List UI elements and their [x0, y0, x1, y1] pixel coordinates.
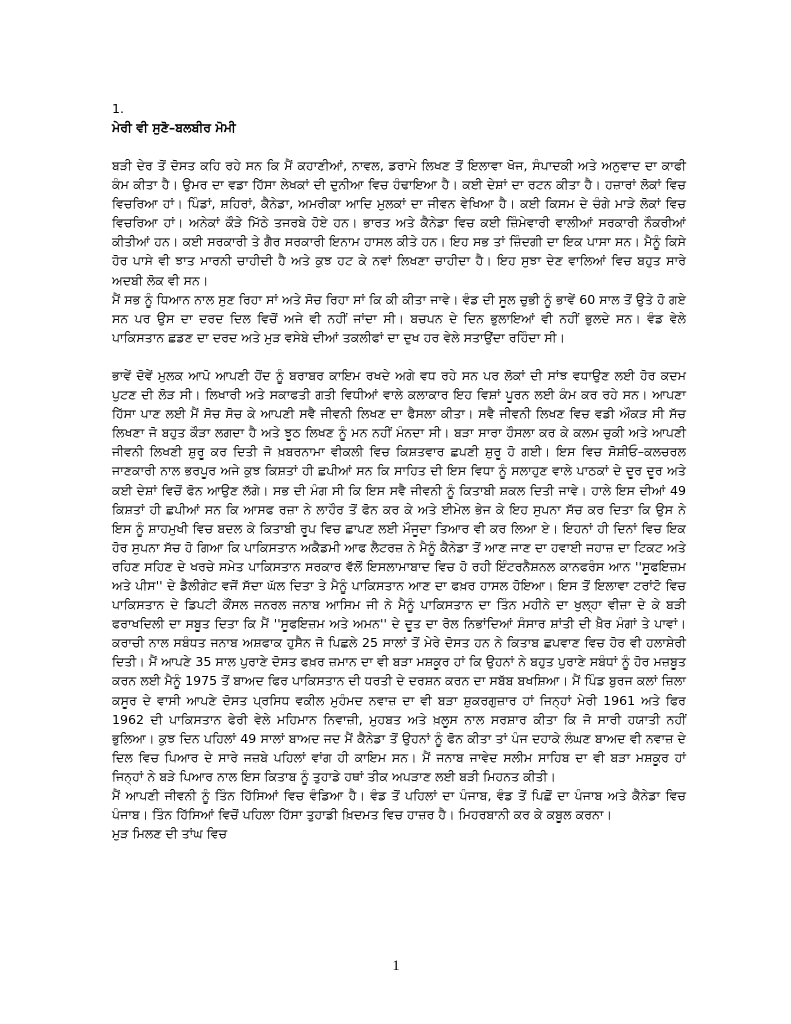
chapter-number: 1. — [112, 101, 125, 116]
paragraph-3: ਭਾਵੇਂ ਦੋਵੇਂ ਮੁਲਕ ਆਪੋ ਆਪਣੀ ਹੋਂਦ ਨੂੰ ਬਰਾਬਰ ਕਾਇਮ ਰਖਦੇ ਅਗੇ ਵਧ ਰਹੇ ਸਨ ਪਰ ਲੋਕਾਂ ਦੀ ਸਾਂਝ ਵਧਾਉਣ ਲਈ ਹੋਰ ਕਦਮ ਪੁਟਣ ਦੀ ਲੋੜ ਸੀ। ਲਿਖਾਰੀ ਅਤੇ ਸਕਾਫਤੀ ਗਤੀ ਵਿਧੀਆਂ ਵਾਲੇ ਕਲਾਕਾਰ ਇਹ ਵਿਸ਼ਾਂ ਪੂਰਨ ਲਈ ਕੰਮ ਕਰ ਰਹੇ ਸਨ। ਆਪਣਾ ਹਿੱਸਾ ਪਾਣ ਲਈ ਮੈਂ ਸੋਚ ਸੋਚ ਕੇ ਆਪਣੀ ਸਵੈ ਜੀਵਨੀ ਲਿਖਣ ਦਾ ਫੈਸਲਾ ਕੀਤਾ। ਸਵੈ ਜੀਵਨੀ ਲਿਖਣ ਵਿਚ ਵਡੀ ਔਕੜ ਸੀ ਸੱਚ ਲਿਖਣਾ ਜੋ ਬਹੁਤ ਕੌੜਾ ਲਗਦਾ ਹੈ ਅਤੇ ਝੂਠ ਲਿਖਣ ਨੂੰ ਮਨ ਨਹੀਂ ਮੰਨਦਾ ਸੀ। ਬੜਾ ਸਾਰਾ ਹੌਸਲਾ ਕਰ ਕੇ ਕਲਮ ਚੁਕੀ ਅਤੇ ਆਪਣੀ ਜੀਵਨੀ ਲਿਖਣੀ ਸ਼ੁਰੂ ਕਰ ਦਿਤੀ ਜੋ ਖ਼ਬਰਨਾਮਾ ਵੀਕਲੀ ਵਿਚ ਕਿਸ਼ਤਵਾਰ ਛਪਣੀ ਸ਼ੁਰੂ ਹੋ ਗਈ। ਇਸ ਵਿਚ ਸੋਸ਼ੀਓ–ਕਲਚਰਲ ਜਾਣਕਾਰੀ ਨਾਲ ਭਰਪੂਰ ਅਜੇ ਕੁਝ ਕਿਸ਼ਤਾਂ ਹੀ ਛਪੀਆਂ ਸਨ ਕਿ ਸਾਹਿਤ ਦੀ ਇਸ ਵਿਧਾ ਨੂੰ ਸਲਾਹੁਣ ਵਾਲੇ ਪਾਠਕਾਂ ਦੇ ਦੂਰ ਦੂਰ ਅਤੇ ਕਈ ਦੇਸ਼ਾਂ ਵਿਚੋਂ ਫੋਨ ਆਉਣ ਲੱਗੇ। ਸਭ ਦੀ ਮੰਗ ਸੀ ਕਿ ਇਸ ਸਵੈ ਜੀਵਨੀ ਨੂੰ ਕਿਤਾਬੀ ਸ਼ਕਲ ਦਿਤੀ ਜਾਵੇ। ਹਾਲੇ ਇਸ ਦੀਆਂ 49 ਕਿਸ਼ਤਾਂ ਹੀ ਛਪੀਆਂ ਸਨ ਕਿ ਆਸਫ ਰਜ਼ਾ ਨੇ ਲਾਹੌਰ ਤੋਂ ਫੋਨ ਕਰ ਕੇ ਅਤੇ ਈਮੇਲ ਭੇਜ ਕੇ ਇਹ ਸੁਪਨਾ ਸੱਚ ਕਰ ਦਿਤਾ ਕਿ ਉਸ ਨੇ ਇਸ ਨੂੰ ਸ਼ਾਹਮੁਖੀ ਵਿਚ ਬਦਲ ਕੇ ਕਿਤਾਬੀ ਰੂਪ ਵਿਚ ਛਾਪਣ ਲਈ ਮੌਜੂਦਾ ਤਿਆਰ ਵੀ ਕਰ ਲਿਆ ਏ। ਇਹਨਾਂ ਹੀ ਦਿਨਾਂ ਵਿਚ ਇਕ ਹੋਰ ਸੁਪਨਾ ਸੱਚ ਹੋ ਗਿਆ ਕਿ ਪਾਕਿਸਤਾਨ ਅਕੈਡਮੀ ਆਫ ਲੈਟਰਜ਼ ਨੇ ਮੈਨੂੰ ਕੈਨੇਡਾ ਤੋਂ ਆਣ ਜਾਣ ਦਾ ਹਵਾਈ ਜਹਾਜ਼ ਦਾ ਟਿਕਟ ਅਤੇ ਰਹਿਣ ਸਹਿਣ ਦੇ ਖਰਚੇ ਸਮੇਤ ਪਾਕਿਸਤਾਨ ਸਰਕਾਰ ਵੱਲੋਂ ਇਸਲਾਮਾਬਾਦ ਵਿਚ ਹੋ ਰਹੀ ਇੰਟਰਨੈਸ਼ਨਲ ਕਾਨਫਰੰਸ ਆਨ ''ਸੂਫਇਜ਼ਮ ਅਤੇ ਪੀਸ'' ਦੇ ਡੈਲੀਗੇਟ ਵਜੋਂ ਸੱਦਾ ਘੱਲ ਦਿਤਾ ਤੇ ਮੈਨੂੰ ਪਾਕਿਸਤਾਨ ਆਣ ਦਾ ਫਖ਼ਰ ਹਾਸਲ ਹੋਇਆ। ਇਸ ਤੋਂ ਇਲਾਵਾ ਟਰਾਂਟੋ ਵਿਚ ਪਾਕਿਸਤਾਨ ਦੇ ਡਿਪਟੀ ਕੌਂਸਲ ਜਨਰਲ ਜਨਾਬ ਆਸਿਮ ਜੀ ਨੇ ਮੈਨੂੰ ਪਾਕਿਸਤਾਨ ਦਾ ਤਿੰਨ ਮਹੀਨੇ ਦਾ ਖੁਲ੍ਹਾ ਵੀਜ਼ਾ ਦੇ ਕੇ ਬੜੀ ਫਰਾਖਦਿਲੀ ਦਾ ਸਬੂਤ ਦਿਤਾ ਕਿ ਮੈਂ ''ਸੂਫਇਜ਼ਮ ਅਤੇ ਅਮਨ'' ਦੇ ਦੂਤ ਦਾ ਰੋਲ ਨਿਭਾਂਦਿਆਂ ਸੰਸਾਰ ਸ਼ਾਂਤੀ ਦੀ ਖ਼ੈਰ ਮੰਗਾਂ ਤੇ ਪਾਵਾਂ। ਕਰਾਚੀ ਨਾਲ ਸਬੰਧਤ ਜਨਾਬ ਅਸ਼ਫਾਕ ਹੁਸੈਨ ਜੋ ਪਿਛਲੇ 25 ਸਾਲਾਂ ਤੋਂ ਮੇਰੇ ਦੋਸਤ ਹਨ ਨੇ ਕਿਤਾਬ ਛਪਵਾਣ ਵਿਚ ਹੋਰ ਵੀ ਹਲਾਸ਼ੇਰੀ ਦਿਤੀ। ਮੈਂ ਆਪਣੇ 35 ਸਾਲ ਪੁਰਾਣੇ ਦੋਸਤ ਫਖ਼ਰ ਜ਼ਮਾਨ ਦਾ ਵੀ ਬੜਾ ਮਸ਼ਕੂਰ ਹਾਂ ਕਿ ਉਹਨਾਂ ਨੇ ਬਹੁਤ ਪੁਰਾਣੇ ਸਬੰਧਾਂ ਨੂੰ ਹੋਰ ਮਜ਼ਬੂਤ ਕਰਨ ਲਈ ਮੈਨੂੰ 1975 ਤੋਂ ਬਾਅਦ ਫਿਰ ਪਾਕਿਸਤਾਨ ਦੀ ਧਰਤੀ ਦੇ ਦਰਸ਼ਨ ਕਰਨ ਦਾ ਸਬੱਬ ਬਖਸ਼ਿਆ। ਮੈਂ ਪਿੰਡ ਬੁਰਜ ਕਲਾਂ ਜ਼ਿਲਾ ਕਸੂਰ ਦੇ ਵਾਸੀ ਆਪਣੇ ਦੋਸਤ ਪ੍ਰਸਿਧ ਵਕੀਲ ਮੁਹੰਮਦ ਨਵਾਜ਼ ਦਾ ਵੀ ਬੜਾ ਸ਼ੁਕਰਗੁਜ਼ਾਰ ਹਾਂ ਜਿਨ੍ਹਾਂ ਮੇਰੀ 1961 ਅਤੇ ਫਿਰ 1962 ਦੀ ਪਾਕਿਸਤਾਨ ਫੇਰੀ ਵੇਲੇ ਮਹਿਮਾਨ ਨਿਵਾਜ਼ੀ, ਮੁਹਬਤ ਅਤੇ ਖ਼ਲੂਸ ਨਾਲ ਸਰਸ਼ਾਰ ਕੀਤਾ ਕਿ ਜੋ ਸਾਰੀ ਹਯਾਤੀ ਨਹੀਂ ਭੁਲਿਆ। ਕੁਝ ਦਿਨ ਪਹਿਲਾਂ 49 ਸਾਲਾਂ ਬਾਅਦ ਜਦ ਮੈਂ ਕੈਨੇਡਾ ਤੋਂ ਉਹਨਾਂ ਨੂੰ ਫੋਨ ਕੀਤਾ ਤਾਂ ਪੰਜ ਦਹਾਕੇ ਲੰਘਣ ਬਾਅਦ ਵੀ ਨਵਾਜ਼ ਦੇ ਦਿਲ ਵਿਚ ਪਿਆਰ ਦੇ ਸਾਰੇ ਜਜ਼ਬੇ ਪਹਿਲਾਂ ਵਾਂਗ ਹੀ ਕਾਇਮ ਸਨ। ਮੈਂ ਜਨਾਬ ਜਾਵੇਦ ਸਲੀਮ ਸਾਹਿਬ ਦਾ ਵੀ ਬੜਾ ਮਸ਼ਕੂਰ ਹਾਂ ਜਿਨ੍ਹਾਂ ਨੇ ਬੜੇ ਪਿਆਰ ਨਾਲ ਇਸ ਕਿਤਾਬ ਨੂੰ ਤੁਹਾਡੇ ਹਥਾਂ ਤੀਕ ਅਪੜਾਣ ਲਈ ਬੜੀ ਮਿਹਨਤ ਕੀਤੀ। — [112, 367, 687, 784]
spacer — [112, 347, 686, 366]
spacer — [112, 137, 686, 156]
closing-line: ਮੁੜ ਮਿਲਣ ਦੀ ਤਾਂਘ ਵਿਚ — [112, 826, 228, 842]
paragraph-2: ਮੈਂ ਸਭ ਨੂੰ ਧਿਆਨ ਨਾਲ ਸੁਣ ਰਿਹਾ ਸਾਂ ਅਤੇ ਸੋਚ ਰਿਹਾ ਸਾਂ ਕਿ ਕੀ ਕੀਤਾ ਜਾਵੇ। ਵੰਡ ਦੀ ਸੂਲ ਚੁਭੀ ਨੂੰ ਭਾਵੇਂ 60 ਸਾਲ ਤੋਂ ਉਤੇ ਹੋ ਗਏ ਸਨ ਪਰ ਉਸ ਦਾ ਦਰਦ ਦਿਲ ਵਿਚੋਂ ਅਜੇ ਵੀ ਨਹੀਂ ਜਾਂਦਾ ਸੀ। ਬਚਪਨ ਦੇ ਦਿਨ ਭੁਲਾਇਆਂ ਵੀ ਨਹੀਂ ਭੁਲਦੇ ਸਨ। ਵੰਡ ਵੇਲੇ ਪਾਕਿਸਤਾਨ ਛਡਣ ਦਾ ਦਰਦ ਅਤੇ ਮੁੜ ਵਸੇਬੇ ਦੀਆਂ ਤਕਲੀਫਾਂ ਦਾ ਦੁਖ ਹਰ ਵੇਲੇ ਸਤਾਉਂਦਾ ਰਹਿੰਦਾ ਸੀ। — [112, 291, 686, 345]
document-title: ਮੇਰੀ ਵੀ ਸੁਣੋ–ਬਲਬੀਰ ਮੋਮੀ — [112, 120, 236, 135]
paragraph-1: ਬੜੀ ਦੇਰ ਤੋਂ ਦੋਸਤ ਕਹਿ ਰਹੇ ਸਨ ਕਿ ਮੈਂ ਕਹਾਣੀਆਂ, ਨਾਵਲ, ਡਰਾਮੇ ਲਿਖਣ ਤੋਂ ਇਲਾਵਾ ਖੋਜ, ਸੰਪਾਦਕੀ ਅਤੇ ਅਨੁਵਾਦ ਦਾ ਕਾਫੀ ਕੰਮ ਕੀਤਾ ਹੈ। ਉਮਰ ਦਾ ਵਡਾ ਹਿੱਸਾ ਲੇਖਕਾਂ ਦੀ ਦੁਨੀਆ ਵਿਚ ਹੰਢਾਇਆ ਹੈ। ਕਈ ਦੇਸ਼ਾਂ ਦਾ ਰਟਨ ਕੀਤਾ ਹੈ। ਹਜ਼ਾਰਾਂ ਲੋਕਾਂ ਵਿਚ ਵਿਚਰਿਆ ਹਾਂ। ਪਿੰਡਾਂ, ਸ਼ਹਿਰਾਂ, ਕੈਨੇਡਾ, ਅਮਰੀਕਾ ਆਦਿ ਮੁਲਕਾਂ ਦਾ ਜੀਵਨ ਵੇਖਿਆ ਹੈ। ਕਈ ਕਿਸਮ ਦੇ ਚੰਗੇ ਮਾੜੇ ਲੋਕਾਂ ਵਿਚ ਵਿਚਰਿਆ ਹਾਂ। ਅਨੇਕਾਂ ਕੌੜੇ ਮਿੱਠੇ ਤਜਰਬੇ ਹੋਏ ਹਨ। ਭਾਰਤ ਅਤੇ ਕੈਨੇਡਾ ਵਿਚ ਕਈ ਜ਼ਿੰਮੇਵਾਰੀ ਵਾਲੀਆਂ ਸਰਕਾਰੀ ਨੌਕਰੀਆਂ ਕੀਤੀਆਂ ਹਨ। ਕਈ ਸਰਕਾਰੀ ਤੇ ਗੈਰ ਸਰਕਾਰੀ ਇਨਾਮ ਹਾਸਲ ਕੀਤੇ ਹਨ। ਇਹ ਸਭ ਤਾਂ ਜ਼ਿੰਦਗੀ ਦਾ ਇਕ ਪਾਸਾ ਸਨ। ਮੈਨੂੰ ਕਿਸੇ ਹੋਰ ਪਾਸੇ ਵੀ ਝਾਤ ਮਾਰਨੀ ਚਾਹੀਦੀ ਹੈ ਅਤੇ ਕੁਝ ਹਟ ਕੇ ਨਵਾਂ ਲਿਖਣਾ ਚਾਹੀਦਾ ਹੈ। ਇਹ ਸੁਝਾ ਦੇਣ ਵਾਲਿਆਂ ਵਿਚ ਬਹੁਤ ਸਾਰੇ ਅਦਬੀ ਲੋਕ ਵੀ ਸਨ। — [112, 158, 686, 288]
paragraph-4: ਮੈਂ ਆਪਣੀ ਜੀਵਨੀ ਨੂੰ ਤਿੰਨ ਹਿੱਸਿਆਂ ਵਿਚ ਵੰਡਿਆ ਹੈ। ਵੰਡ ਤੋਂ ਪਹਿਲਾਂ ਦਾ ਪੰਜਾਬ, ਵੰਡ ਤੋਂ ਪਿਛੋਂ ਦਾ ਪੰਜਾਬ ਅਤੇ ਕੈਨੇਡਾ ਵਿਚ ਪੰਜਾਬ। ਤਿੰਨ ਹਿੱਸਿਆਂ ਵਿਚੋਂ ਪਹਿਲਾ ਹਿੱਸਾ ਤੁਹਾਡੀ ਖ਼ਿਦਮਤ ਵਿਚ ਹਾਜ਼ਰ ਹੈ। ਮਿਹਰਬਾਨੀ ਕਰ ਕੇ ਕਬੂਲ ਕਰਨਾ। — [112, 788, 686, 823]
page-number: 1 — [392, 958, 400, 974]
document-body — [112, 99, 686, 843]
